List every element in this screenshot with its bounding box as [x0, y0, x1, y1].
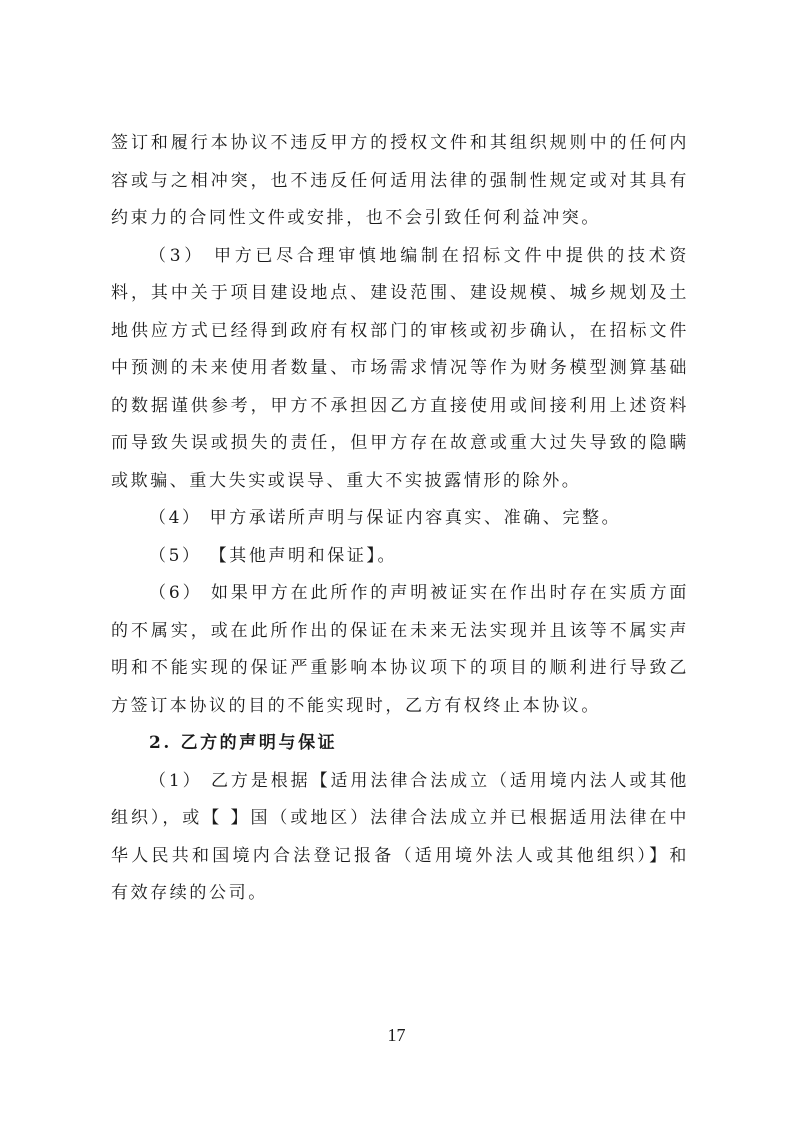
paragraph-item-3: （3） 甲方已尽合理审慎地编制在招标文件中提供的技术资料，其中关于项目建设地点、建设范围、建设规模、城乡规划及土地供应方式已经得到政府有权部门的审核或初步确认，在招标文件中预测的未来使用者数量、市场需求情况等作为财务模型测算基础的数据谨供参考，甲方不承担因乙方直接使用或间接利用上述资料而导致失误或损失的责任，但甲方存在故意或重大过失导致的隐瞒或欺骗、重大失实或误导、重大不实披露情形的除外。 [111, 245, 689, 491]
paragraph-continuation: 签订和履行本协议不违反甲方的授权文件和其组织规则中的任何内容或与之相冲突，也不违反任何适用法律的强制性规定或对其具有约束力的合同性文件或安排，也不会引致任何利益冲突。 [111, 133, 689, 228]
paragraph-item-6: （6） 如果甲方在此所作的声明被证实在作出时存在实质方面的不属实，或在此所作出的保证在未来无法实现并且该等不属实声明和不能实现的保证严重影响本协议项下的项目的顺利进行导致乙方签订本协议的目的不能实现时，乙方有权终止本协议。 [111, 583, 689, 716]
document-body [111, 125, 689, 913]
page-number: 17 [387, 1025, 406, 1045]
paragraph-item-1: （1） 乙方是根据【适用法律合法成立（适用境内法人或其他组织），或【 】国（或地区）法律合法成立并已根据适用法律在中华人民共和国境内合法登记报备（适用境外法人或其他组织）】和有效存续的公司。 [111, 770, 689, 903]
paragraph-item-5: （5） 【其他声明和保证】。 [149, 545, 398, 566]
paragraph-item-4: （4） 甲方承诺所声明与保证内容真实、准确、完整。 [149, 508, 622, 528]
section-heading: 2. 乙方的声明与保证 [149, 733, 338, 753]
